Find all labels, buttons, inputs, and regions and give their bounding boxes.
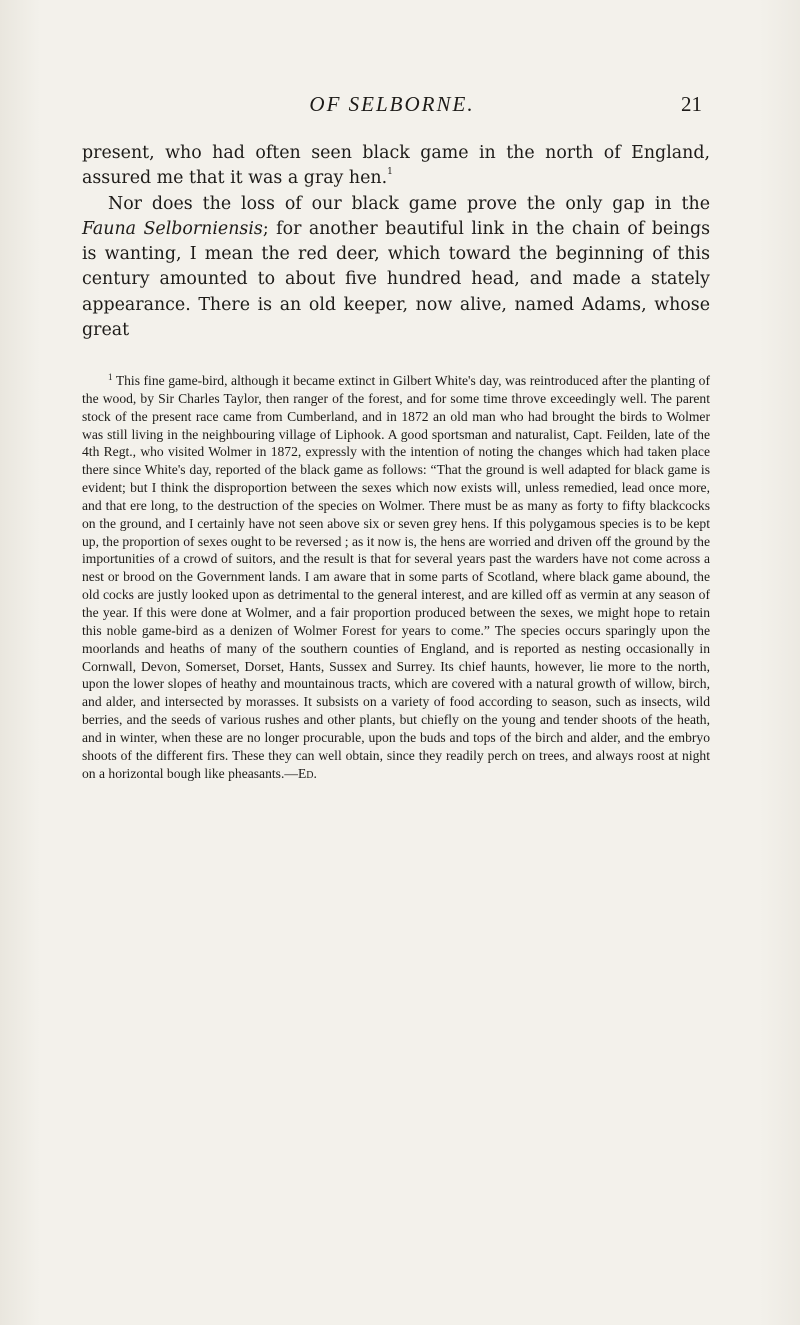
footnote-text: This fine game-bird, although it became extinct in Gilbert White's day, was reintroduced after the planting of the wood, by Sir Charles Taylor, then ranger of the forest, and for some time throve exceedingly well. The parent stock of the present race came from Cumberland, and in 1872 an old man who had brought the birds to Wolmer was still living in the neighbouring village of Liphook. A good sportsman and naturalist, Capt. Feilden, late of the 4th Regt., who visited Wolmer in 1872, expressly with the intention of noting the changes which had taken place there since White's day, reported of the black game as follows: “That the ground is well adapted for black game is evident; but I think the disproportion between the sexes which now exists will, unless remedied, lead once more, and that ere long, to the destruction of the species on Wolmer. There must be as many as forty to fifty blackcocks on the ground, and I certainly have not seen above six or seven grey hens. If this polygamous species is to be kept up, the proportion of sexes ought to be reversed ; as it now is, the hens are worried and driven off the ground by the importunities of a crowd of suitors, and the result is that for several years past the warders have not come across a nest or brood on the Government lands. I am aware that in some parts of Scotland, where black game abound, the old cocks are justly looked upon as detrimental to the general interest, and are killed off as vermin at any season of the year. If this were done at Wolmer, and a fair proportion produced between the sexes, we might hope to retain this noble game-bird as a denizen of Wolmer Forest for years to come.” The species occurs sparingly upon the moorlands and heaths of many of the southern counties of England, and is reported as nesting occasionally in Cornwall, Devon, Somerset, Dorset, Hants, Sussex and Surrey. Its chief haunts, however, lie more to the north, upon the lower slopes of heathy and mountainous tracts, which are covered with a natural growth of willow, birch, and alder, and intersected by morasses. It subsists on a variety of food according to season, such as insects, wild berries, and the seeds of various rushes and other plants, but chiefly on the young and tender shoots of the heath, and in winter, when these are no longer procurable, upon the buds and tops of the birch and alder, and the embryo shoots of the different firs. These they can well obtain, since they readily perch on trees, and always roost at night on a horizontal bough like pheasants.— (82, 373, 710, 781)
running-title: OF SELBORNE. (309, 92, 475, 116)
footnote-reference: 1 (387, 167, 393, 178)
italic-title: Fauna Selborniensis (82, 218, 263, 239)
footnote-mark: 1 (108, 372, 113, 382)
footnote (82, 372, 710, 782)
footnote-signature: Ed. (297, 765, 317, 781)
footnote-paragraph (82, 372, 710, 782)
running-head (82, 92, 702, 122)
paragraph-text-start: Nor does the loss of our black game prove the only gap in the (108, 193, 710, 214)
paragraph-text-end: ; for another beautiful link in the chain of beings is wanting, I mean the red deer, which toward the beginning of this century amounted to about five hundred head, and made a stately appearance. There is an old keeper, now alive, named Adams, whose great (82, 218, 710, 341)
paragraph-continued (82, 141, 710, 192)
paragraph-text: present, who had often seen black game in the north of England, assured me that it was a gray hen. (82, 143, 710, 189)
page-number: 21 (681, 92, 702, 116)
main-text (82, 141, 710, 343)
paragraph (82, 192, 710, 344)
